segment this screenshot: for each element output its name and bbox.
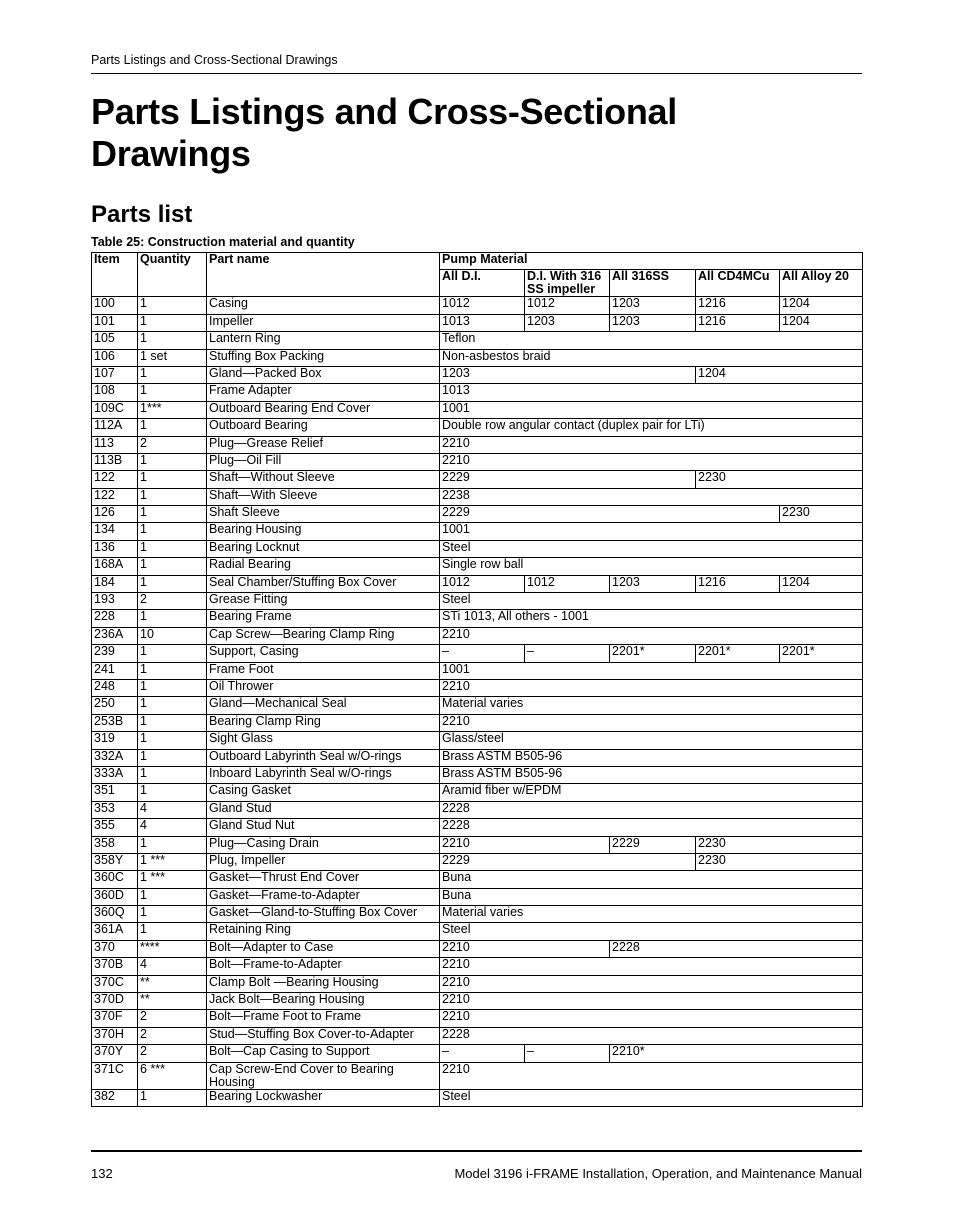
- parts-table: [91, 252, 863, 1107]
- part-name-cell: Bolt—Frame Foot to Frame: [207, 1010, 440, 1027]
- item-cell: 361A: [92, 923, 138, 940]
- material-cell: 2210: [440, 975, 863, 992]
- quantity-cell: 1: [138, 906, 207, 923]
- quantity-cell: 2: [138, 1027, 207, 1044]
- quantity-cell: 1: [138, 923, 207, 940]
- part-name-cell: Plug—Grease Relief: [207, 436, 440, 453]
- quantity-cell: 1: [138, 314, 207, 331]
- material-cell: 2210: [440, 958, 863, 975]
- item-cell: 370F: [92, 1010, 138, 1027]
- item-cell: 370: [92, 940, 138, 957]
- part-name-cell: Bearing Frame: [207, 610, 440, 627]
- item-cell: 126: [92, 506, 138, 523]
- part-name-cell: Impeller: [207, 314, 440, 331]
- table-row: [92, 314, 863, 331]
- part-name-cell: Retaining Ring: [207, 923, 440, 940]
- quantity-cell: 1: [138, 784, 207, 801]
- material-cell: –: [440, 645, 525, 662]
- table-row: [92, 801, 863, 818]
- part-name-cell: Support, Casing: [207, 645, 440, 662]
- quantity-cell: 1 set: [138, 349, 207, 366]
- table-row: [92, 366, 863, 383]
- material-cell: Steel: [440, 923, 863, 940]
- material-cell: Double row angular contact (duplex pair for LTi): [440, 419, 863, 436]
- table-row: [92, 645, 863, 662]
- table-row: [92, 471, 863, 488]
- item-cell: 109C: [92, 401, 138, 418]
- quantity-cell: 1: [138, 419, 207, 436]
- table-caption: Table 25: Construction material and quantity: [91, 235, 355, 249]
- table-row: [92, 749, 863, 766]
- material-cell: 2229: [440, 506, 780, 523]
- material-cell: 1001: [440, 401, 863, 418]
- material-cell: 2229: [440, 853, 696, 870]
- item-cell: 134: [92, 523, 138, 540]
- column-header-all-alloy-20: All Alloy 20: [780, 270, 863, 297]
- quantity-cell: 1: [138, 384, 207, 401]
- part-name-cell: Bearing Lockwasher: [207, 1089, 440, 1106]
- item-cell: 108: [92, 384, 138, 401]
- item-cell: 193: [92, 593, 138, 610]
- part-name-cell: Bearing Locknut: [207, 540, 440, 557]
- page-number: 132: [91, 1166, 113, 1181]
- item-cell: 360Q: [92, 906, 138, 923]
- table-row: [92, 488, 863, 505]
- part-name-cell: Cap Screw—Bearing Clamp Ring: [207, 627, 440, 644]
- part-name-cell: Gasket—Thrust End Cover: [207, 871, 440, 888]
- material-cell: 1204: [780, 297, 863, 314]
- material-cell: Material varies: [440, 697, 863, 714]
- material-cell: 2210*: [610, 1045, 863, 1062]
- quantity-cell: 4: [138, 801, 207, 818]
- table-row: [92, 384, 863, 401]
- parts-table-body: [92, 297, 863, 1107]
- material-cell: 2230: [696, 853, 863, 870]
- table-row: [92, 888, 863, 905]
- material-cell: 2210: [440, 940, 610, 957]
- item-cell: 358Y: [92, 853, 138, 870]
- material-cell: 1012: [440, 297, 525, 314]
- part-name-cell: Shaft—With Sleeve: [207, 488, 440, 505]
- material-cell: 2228: [440, 801, 863, 818]
- quantity-cell: 1: [138, 610, 207, 627]
- item-cell: 228: [92, 610, 138, 627]
- table-row: [92, 349, 863, 366]
- material-cell: 2210: [440, 436, 863, 453]
- table-row: [92, 940, 863, 957]
- part-name-cell: Clamp Bolt —Bearing Housing: [207, 975, 440, 992]
- table-row: [92, 506, 863, 523]
- table-row: [92, 766, 863, 783]
- item-cell: 184: [92, 575, 138, 592]
- table-row: [92, 906, 863, 923]
- table-row: [92, 593, 863, 610]
- item-cell: 113B: [92, 453, 138, 470]
- quantity-cell: 1: [138, 645, 207, 662]
- quantity-cell: 1: [138, 558, 207, 575]
- material-cell: Single row ball: [440, 558, 863, 575]
- part-name-cell: Bearing Housing: [207, 523, 440, 540]
- material-cell: 2210: [440, 1010, 863, 1027]
- material-cell: Buna: [440, 871, 863, 888]
- column-header-all-cd4mcu: All CD4MCu: [696, 270, 780, 297]
- table-row: [92, 1027, 863, 1044]
- quantity-cell: 1: [138, 453, 207, 470]
- table-row: [92, 610, 863, 627]
- quantity-cell: 1: [138, 836, 207, 853]
- material-cell: 2201*: [780, 645, 863, 662]
- part-name-cell: Frame Foot: [207, 662, 440, 679]
- item-cell: 136: [92, 540, 138, 557]
- column-header-item: Item: [92, 253, 138, 297]
- part-name-cell: Outboard Labyrinth Seal w/O-rings: [207, 749, 440, 766]
- table-row: [92, 958, 863, 975]
- material-cell: 2201*: [610, 645, 696, 662]
- part-name-cell: Bolt—Adapter to Case: [207, 940, 440, 957]
- part-name-cell: Plug—Casing Drain: [207, 836, 440, 853]
- material-cell: 1216: [696, 297, 780, 314]
- table-row: [92, 784, 863, 801]
- material-cell: 1013: [440, 384, 863, 401]
- table-row: [92, 993, 863, 1010]
- footer-divider: [91, 1150, 862, 1152]
- table-row: [92, 662, 863, 679]
- table-row: [92, 627, 863, 644]
- material-cell: Material varies: [440, 906, 863, 923]
- material-cell: 1012: [525, 575, 610, 592]
- running-header: Parts Listings and Cross-Sectional Drawings: [91, 53, 338, 67]
- quantity-cell: 1: [138, 488, 207, 505]
- table-row: [92, 697, 863, 714]
- item-cell: 370H: [92, 1027, 138, 1044]
- material-cell: Steel: [440, 593, 863, 610]
- item-cell: 319: [92, 732, 138, 749]
- item-cell: 360D: [92, 888, 138, 905]
- table-header-row: [92, 253, 863, 270]
- material-cell: 1012: [440, 575, 525, 592]
- quantity-cell: 1: [138, 540, 207, 557]
- table-row: [92, 297, 863, 314]
- column-header-all-di: All D.I.: [440, 270, 525, 297]
- item-cell: 100: [92, 297, 138, 314]
- quantity-cell: 2: [138, 1045, 207, 1062]
- part-name-cell: Casing Gasket: [207, 784, 440, 801]
- part-name-cell: Plug—Oil Fill: [207, 453, 440, 470]
- quantity-cell: 1: [138, 662, 207, 679]
- material-cell: Glass/steel: [440, 732, 863, 749]
- quantity-cell: 1***: [138, 401, 207, 418]
- table-row: [92, 853, 863, 870]
- part-name-cell: Stud—Stuffing Box Cover-to-Adapter: [207, 1027, 440, 1044]
- material-cell: 2229: [610, 836, 696, 853]
- material-cell: Brass ASTM B505-96: [440, 766, 863, 783]
- material-cell: 2228: [440, 819, 863, 836]
- table-row: [92, 679, 863, 696]
- item-cell: 107: [92, 366, 138, 383]
- quantity-cell: 1: [138, 366, 207, 383]
- material-cell: 2228: [610, 940, 863, 957]
- table-row: [92, 453, 863, 470]
- quantity-cell: 2: [138, 593, 207, 610]
- part-name-cell: Gland Stud: [207, 801, 440, 818]
- quantity-cell: 1: [138, 714, 207, 731]
- quantity-cell: 1: [138, 332, 207, 349]
- part-name-cell: Casing: [207, 297, 440, 314]
- item-cell: 358: [92, 836, 138, 853]
- part-name-cell: Stuffing Box Packing: [207, 349, 440, 366]
- quantity-cell: 4: [138, 819, 207, 836]
- table-row: [92, 1045, 863, 1062]
- material-cell: Buna: [440, 888, 863, 905]
- table-row: [92, 1062, 863, 1089]
- item-cell: 355: [92, 819, 138, 836]
- material-cell: 1203: [440, 366, 696, 383]
- material-cell: 2230: [696, 471, 863, 488]
- item-cell: 253B: [92, 714, 138, 731]
- header-divider: [91, 73, 862, 74]
- quantity-cell: 4: [138, 958, 207, 975]
- section-title: Parts list: [91, 201, 193, 228]
- quantity-cell: 2: [138, 436, 207, 453]
- quantity-cell: ****: [138, 940, 207, 957]
- material-cell: 1204: [780, 314, 863, 331]
- material-cell: –: [525, 645, 610, 662]
- quantity-cell: **: [138, 993, 207, 1010]
- material-cell: Steel: [440, 540, 863, 557]
- material-cell: 1001: [440, 662, 863, 679]
- item-cell: 250: [92, 697, 138, 714]
- part-name-cell: Bolt—Cap Casing to Support: [207, 1045, 440, 1062]
- page-title: Parts Listings and Cross-Sectional Drawings: [91, 91, 677, 174]
- material-cell: 2210: [440, 714, 863, 731]
- quantity-cell: 1: [138, 732, 207, 749]
- item-cell: 248: [92, 679, 138, 696]
- part-name-cell: Seal Chamber/Stuffing Box Cover: [207, 575, 440, 592]
- item-cell: 370Y: [92, 1045, 138, 1062]
- material-cell: 2201*: [696, 645, 780, 662]
- table-row: [92, 332, 863, 349]
- table-row: [92, 1010, 863, 1027]
- part-name-cell: Bearing Clamp Ring: [207, 714, 440, 731]
- quantity-cell: 1: [138, 471, 207, 488]
- part-name-cell: Lantern Ring: [207, 332, 440, 349]
- table-row: [92, 871, 863, 888]
- quantity-cell: 10: [138, 627, 207, 644]
- table-row: [92, 540, 863, 557]
- item-cell: 105: [92, 332, 138, 349]
- quantity-cell: 1: [138, 523, 207, 540]
- part-name-cell: Cap Screw-End Cover to Bearing Housing: [207, 1062, 440, 1089]
- item-cell: 371C: [92, 1062, 138, 1089]
- item-cell: 239: [92, 645, 138, 662]
- table-row: [92, 419, 863, 436]
- item-cell: 112A: [92, 419, 138, 436]
- table-row: [92, 923, 863, 940]
- part-name-cell: Plug, Impeller: [207, 853, 440, 870]
- material-cell: 2228: [440, 1027, 863, 1044]
- quantity-cell: 1: [138, 888, 207, 905]
- item-cell: 106: [92, 349, 138, 366]
- column-header-all-316ss: All 316SS: [610, 270, 696, 297]
- item-cell: 236A: [92, 627, 138, 644]
- quantity-cell: 2: [138, 1010, 207, 1027]
- quantity-cell: 1 ***: [138, 871, 207, 888]
- material-cell: 1203: [610, 314, 696, 331]
- material-cell: 2210: [440, 453, 863, 470]
- table-row: [92, 1089, 863, 1106]
- material-cell: Steel: [440, 1089, 863, 1106]
- material-cell: 2210: [440, 679, 863, 696]
- material-cell: 1013: [440, 314, 525, 331]
- quantity-cell: 1: [138, 297, 207, 314]
- column-header-di-316ss-impeller: D.I. With 316 SS impeller: [525, 270, 610, 297]
- part-name-cell: Frame Adapter: [207, 384, 440, 401]
- material-cell: 1216: [696, 575, 780, 592]
- quantity-cell: 6 ***: [138, 1062, 207, 1089]
- part-name-cell: Bolt—Frame-to-Adapter: [207, 958, 440, 975]
- material-cell: 1203: [610, 575, 696, 592]
- item-cell: 370B: [92, 958, 138, 975]
- manual-title: Model 3196 i-FRAME Installation, Operation, and Maintenance Manual: [454, 1166, 862, 1181]
- material-cell: 1012: [525, 297, 610, 314]
- part-name-cell: Jack Bolt—Bearing Housing: [207, 993, 440, 1010]
- part-name-cell: Inboard Labyrinth Seal w/O-rings: [207, 766, 440, 783]
- table-row: [92, 436, 863, 453]
- quantity-cell: 1: [138, 749, 207, 766]
- item-cell: 370D: [92, 993, 138, 1010]
- material-cell: 2230: [780, 506, 863, 523]
- material-cell: 2210: [440, 627, 863, 644]
- material-cell: 1203: [610, 297, 696, 314]
- item-cell: 353: [92, 801, 138, 818]
- item-cell: 168A: [92, 558, 138, 575]
- item-cell: 122: [92, 488, 138, 505]
- table-row: [92, 575, 863, 592]
- column-header-part-name: Part name: [207, 253, 440, 297]
- material-cell: 2229: [440, 471, 696, 488]
- quantity-cell: **: [138, 975, 207, 992]
- part-name-cell: Grease Fitting: [207, 593, 440, 610]
- part-name-cell: Shaft—Without Sleeve: [207, 471, 440, 488]
- item-cell: 241: [92, 662, 138, 679]
- item-cell: 370C: [92, 975, 138, 992]
- item-cell: 332A: [92, 749, 138, 766]
- column-header-quantity: Quantity: [138, 253, 207, 297]
- part-name-cell: Gland Stud Nut: [207, 819, 440, 836]
- part-name-cell: Shaft Sleeve: [207, 506, 440, 523]
- part-name-cell: Gland—Packed Box: [207, 366, 440, 383]
- material-cell: 2238: [440, 488, 863, 505]
- item-cell: 101: [92, 314, 138, 331]
- table-row: [92, 523, 863, 540]
- material-cell: Teflon: [440, 332, 863, 349]
- part-name-cell: Gasket—Gland-to-Stuffing Box Cover: [207, 906, 440, 923]
- table-row: [92, 836, 863, 853]
- item-cell: 122: [92, 471, 138, 488]
- material-cell: –: [440, 1045, 525, 1062]
- material-cell: 2210: [440, 836, 610, 853]
- column-header-pump-material: Pump Material: [440, 253, 863, 270]
- material-cell: 1216: [696, 314, 780, 331]
- material-cell: Brass ASTM B505-96: [440, 749, 863, 766]
- material-cell: 1204: [780, 575, 863, 592]
- table-row: [92, 732, 863, 749]
- part-name-cell: Gland—Mechanical Seal: [207, 697, 440, 714]
- item-cell: 382: [92, 1089, 138, 1106]
- table-row: [92, 714, 863, 731]
- quantity-cell: 1: [138, 697, 207, 714]
- material-cell: 2210: [440, 1062, 863, 1089]
- quantity-cell: 1: [138, 679, 207, 696]
- part-name-cell: Gasket—Frame-to-Adapter: [207, 888, 440, 905]
- quantity-cell: 1: [138, 766, 207, 783]
- item-cell: 113: [92, 436, 138, 453]
- table-row: [92, 558, 863, 575]
- item-cell: 351: [92, 784, 138, 801]
- material-cell: Aramid fiber w/EPDM: [440, 784, 863, 801]
- quantity-cell: 1: [138, 506, 207, 523]
- part-name-cell: Outboard Bearing: [207, 419, 440, 436]
- quantity-cell: 1: [138, 575, 207, 592]
- table-row: [92, 401, 863, 418]
- table-row: [92, 975, 863, 992]
- part-name-cell: Outboard Bearing End Cover: [207, 401, 440, 418]
- part-name-cell: Oil Thrower: [207, 679, 440, 696]
- material-cell: –: [525, 1045, 610, 1062]
- table-row: [92, 819, 863, 836]
- item-cell: 360C: [92, 871, 138, 888]
- item-cell: 333A: [92, 766, 138, 783]
- material-cell: 1001: [440, 523, 863, 540]
- part-name-cell: Sight Glass: [207, 732, 440, 749]
- material-cell: 1203: [525, 314, 610, 331]
- material-cell: 2210: [440, 993, 863, 1010]
- quantity-cell: 1 ***: [138, 853, 207, 870]
- material-cell: STi 1013, All others - 1001: [440, 610, 863, 627]
- material-cell: Non-asbestos braid: [440, 349, 863, 366]
- material-cell: 1204: [696, 366, 863, 383]
- material-cell: 2230: [696, 836, 863, 853]
- part-name-cell: Radial Bearing: [207, 558, 440, 575]
- quantity-cell: 1: [138, 1089, 207, 1106]
